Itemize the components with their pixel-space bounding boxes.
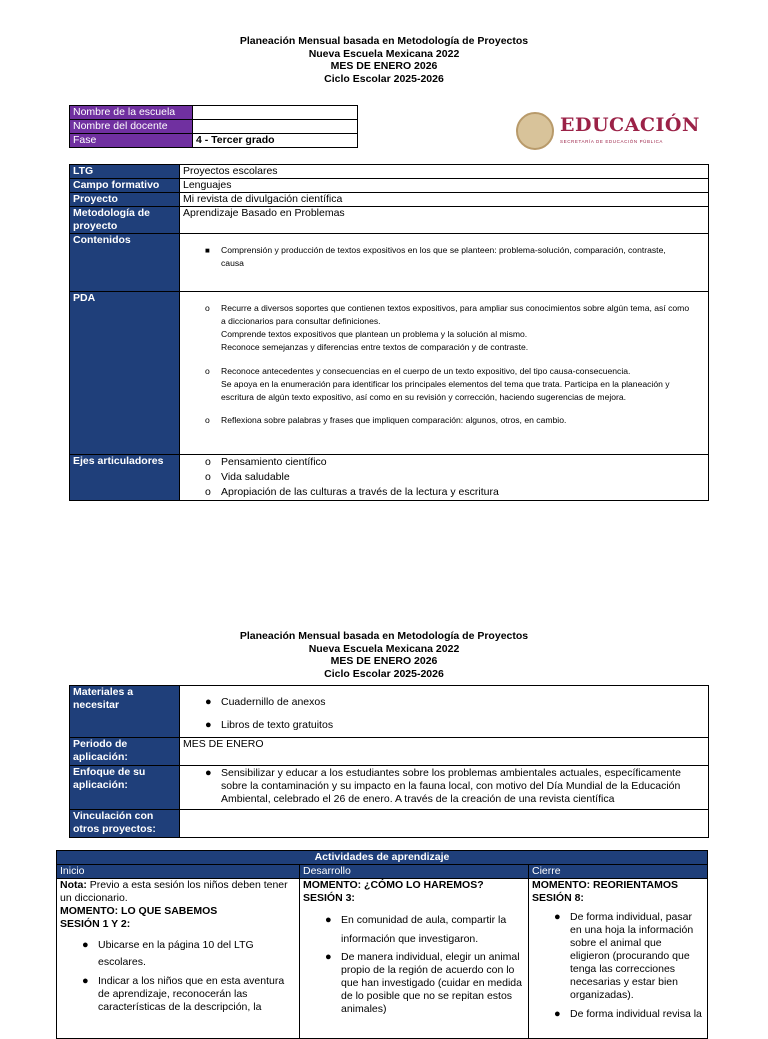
project-table <box>69 164 709 501</box>
cierre-item: ● De forma individual revisa la <box>532 1008 704 1021</box>
inicio-item: ● Ubicarse en la página 10 del LTG escolares. <box>60 937 296 971</box>
col-inicio: Inicio <box>57 865 300 879</box>
materiales-list <box>183 691 705 737</box>
ejes-item: o Apropiación de las culturas a través de la lectura y escritura <box>183 485 705 500</box>
teacher-name-value[interactable] <box>193 120 358 134</box>
inicio-momento: MOMENTO: LO QUE SABEMOS <box>60 905 218 917</box>
cierre-momento: MOMENTO: REORIENTAMOS <box>532 879 679 891</box>
header-month: MES DE ENERO 2026 <box>330 655 438 667</box>
materiales-item: ● Libros de texto gratuitos <box>183 714 705 737</box>
ejes-list <box>183 455 705 500</box>
periodo-label: Periodo de aplicación: <box>70 738 180 766</box>
desarrollo-list <box>303 911 525 1016</box>
enfoque-item: ● Sensibilizar y educar a los estudiantes sobre los problemas ambientales actuales, específicamente sobre la contaminación y su impacto en la fauna local, con motivo del Día Mundial de la Educación Ambiental, celebrado el 26 de enero. A través de la creación de una revista científica <box>183 767 705 806</box>
enfoque-list <box>183 767 705 806</box>
header-subtitle: Nueva Escuela Mexicana 2022 <box>308 47 460 60</box>
school-name-label: Nombre de la escuela <box>70 106 193 120</box>
materiales-label: Materiales a necesitar <box>70 686 180 738</box>
ejes-label: Ejes articuladores <box>70 455 180 501</box>
campo-label: Campo formativo <box>70 179 180 193</box>
header-title: Planeación Mensual basada en Metodología de Proyectos <box>239 35 529 47</box>
col-desarrollo: Desarrollo <box>300 865 529 879</box>
proyecto-value: Mi revista de divulgación científica <box>180 193 709 207</box>
cierre-cell <box>529 879 708 1039</box>
teacher-name-label: Nombre del docente <box>70 120 193 134</box>
campo-value: Lenguajes <box>180 179 709 193</box>
school-name-value[interactable] <box>193 106 358 120</box>
materials-table <box>69 685 709 838</box>
contenidos-label: Contenidos <box>70 234 180 292</box>
phase-value: 4 - Tercer grado <box>193 134 358 148</box>
desarrollo-item: ● En comunidad de aula, compartir la información que investigaron. <box>303 911 525 949</box>
periodo-value: MES DE ENERO <box>180 738 709 766</box>
activities-table <box>56 850 708 1039</box>
header-cycle: Ciclo Escolar 2025-2026 <box>324 72 444 85</box>
header-month: MES DE ENERO 2026 <box>330 60 438 72</box>
contenidos-list <box>183 244 705 270</box>
vinculacion-label: Vinculación con otros proyectos: <box>70 810 180 838</box>
desarrollo-momento: MOMENTO: ¿CÓMO LO HAREMOS? <box>303 879 484 891</box>
ejes-item: o Vida saludable <box>183 470 705 485</box>
pda-item: o Reconoce antecedentes y consecuencias en el cuerpo de un texto expositivo, del tipo causa-consecuencia. Se apoya en la enumeración para identificar los principales elementos del tema que trata. Participa en la planeación y escritura de algún texto expositivo, así como en su revisión y corrección, haciendo sugerencias de mejora. <box>183 365 705 404</box>
header-cycle: Ciclo Escolar 2025-2026 <box>324 667 444 680</box>
school-info-table <box>69 105 358 148</box>
eagle-emblem-icon <box>516 112 554 150</box>
desarrollo-cell <box>300 879 529 1039</box>
metodologia-value: Aprendizaje Basado en Problemas <box>180 207 709 234</box>
document-header-2 <box>0 630 768 680</box>
logo-subtitle: SECRETARÍA DE EDUCACIÓN PÚBLICA <box>560 139 664 144</box>
pda-item: o Reflexiona sobre palabras y frases que impliquen comparación: algunos, otros, en cambio. <box>183 414 705 427</box>
pda-list <box>183 302 705 427</box>
inicio-sesion: SESIÓN 1 Y 2: <box>60 918 131 930</box>
activities-title: Actividades de aprendizaje <box>57 851 708 865</box>
inicio-list <box>60 937 296 1014</box>
proyecto-label: Proyecto <box>70 193 180 207</box>
ltg-value: Proyectos escolares <box>180 165 709 179</box>
cierre-list <box>532 911 704 1021</box>
ltg-label: LTG <box>70 165 180 179</box>
phase-label: Fase <box>70 134 193 148</box>
sep-logo <box>516 112 700 152</box>
inicio-cell <box>57 879 300 1039</box>
pda-label: PDA <box>70 292 180 455</box>
document-header <box>0 35 768 85</box>
logo-wordmark: EDUCACIÓN <box>560 114 700 136</box>
enfoque-label: Enfoque de su aplicación: <box>70 766 180 810</box>
vinculacion-value <box>180 810 709 838</box>
cierre-item: ● De forma individual, pasar en una hoja la información sobre el animal que eligieron (procurando que tenga las correcciones necesarias y estar bien organizadas). <box>532 911 704 1002</box>
cierre-sesion: SESIÓN 8: <box>532 892 584 904</box>
inicio-item: ● Indicar a los niños que en esta aventura de aprendizaje, reconocerán las características de la descripción, la <box>60 975 296 1014</box>
header-title: Planeación Mensual basada en Metodología de Proyectos <box>239 630 529 642</box>
desarrollo-item: ● De manera individual, elegir un animal propio de la región de acuerdo con lo que han investigado (cuidar en medida de lo posible que no se repitan estos animales) <box>303 951 525 1016</box>
contenidos-item: ■ Comprensión y producción de textos expositivos en los que se planteen: problema-solución, comparación, contraste, causa <box>183 244 705 270</box>
col-cierre: Cierre <box>529 865 708 879</box>
header-subtitle: Nueva Escuela Mexicana 2022 <box>308 642 460 655</box>
inicio-nota: Nota: Previo a esta sesión los niños deben tener un diccionario. <box>60 879 288 904</box>
ejes-item: o Pensamiento científico <box>183 455 705 470</box>
materiales-item: ● Cuadernillo de anexos <box>183 691 705 714</box>
metodologia-label: Metodología de proyecto <box>70 207 180 234</box>
pda-item: o Recurre a diversos soportes que contienen textos expositivos, para ampliar sus conocimientos sobre algún tema, así como a diccionarios para consultar definiciones. Comprende textos expositivos que plantean un problema y la solución al mismo. Reconoce semejanzas y diferencias entre textos de comparación y de contraste. <box>183 302 705 354</box>
desarrollo-sesion: SESIÓN 3: <box>303 892 355 904</box>
